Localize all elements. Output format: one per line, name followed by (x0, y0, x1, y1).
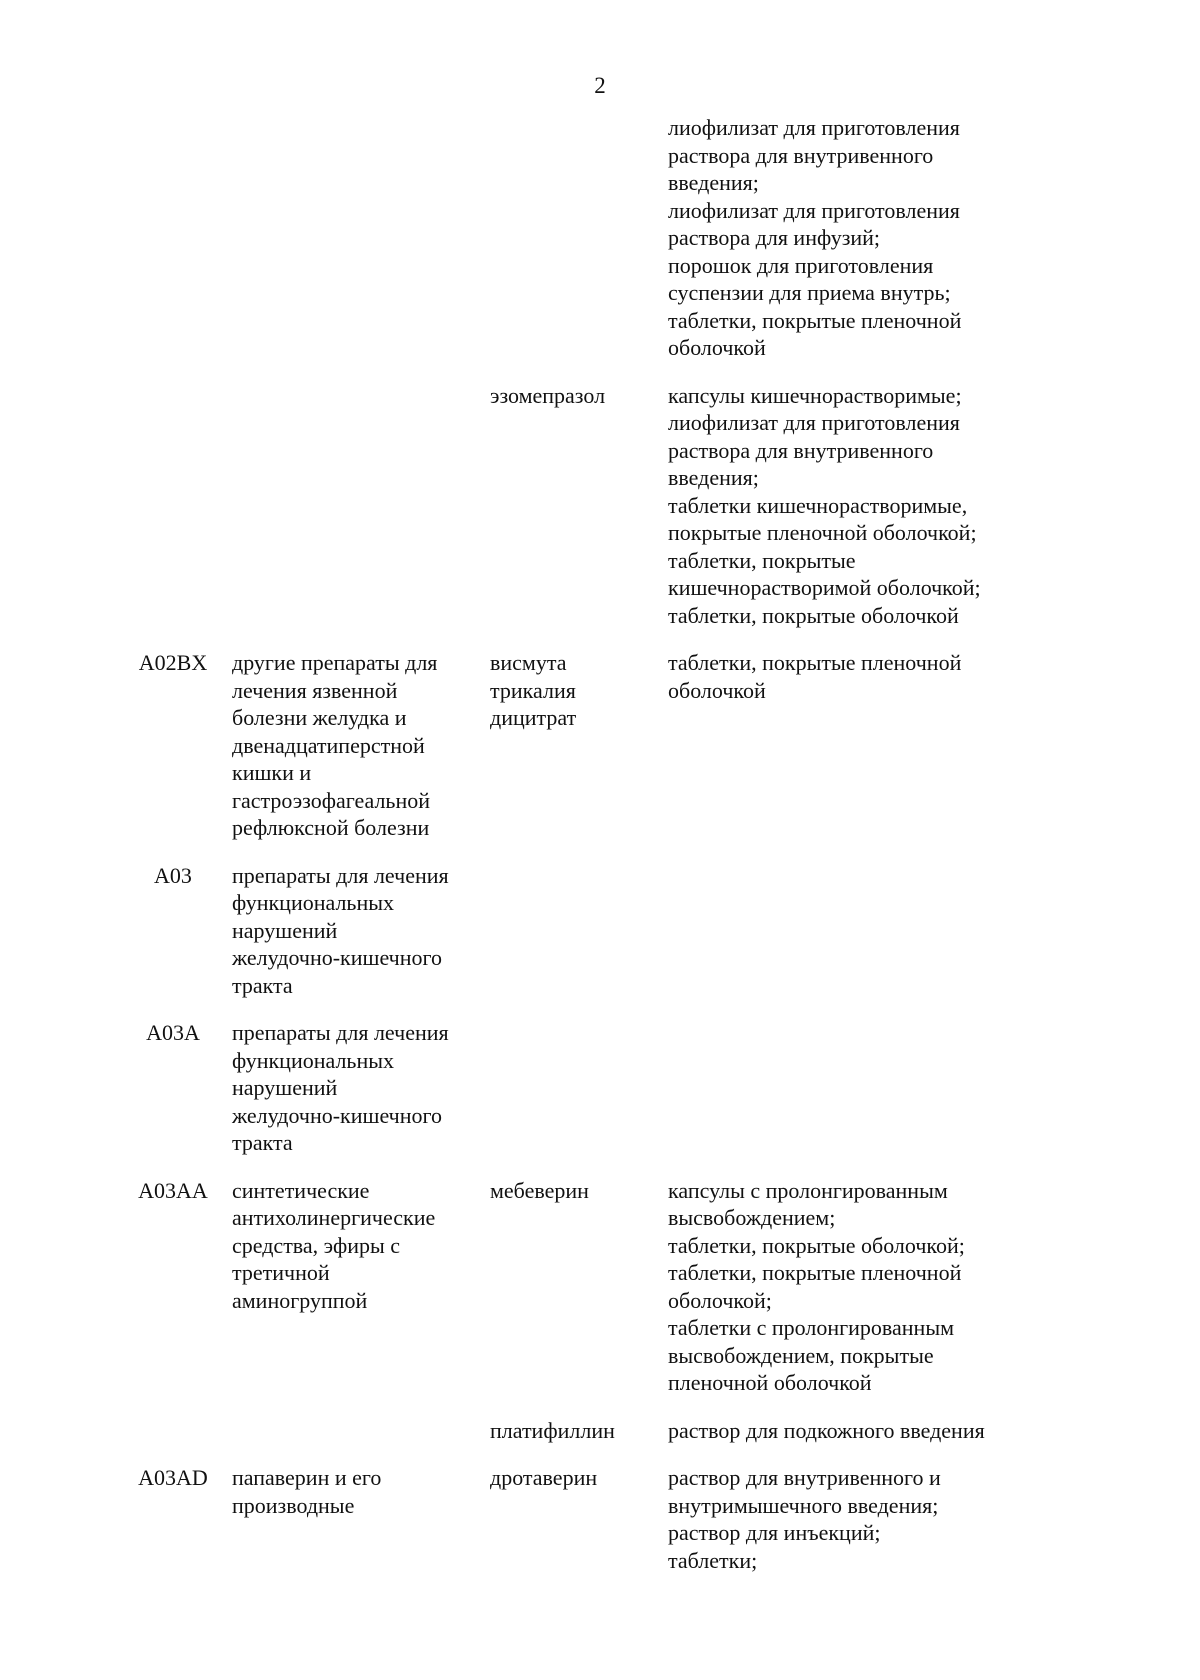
anatomical-therapeutic-group-line: средства, эфиры с (232, 1232, 401, 1258)
atc-code-line: A03 (154, 862, 192, 888)
atc-code (132, 862, 214, 890)
anatomical-therapeutic-group-line: желудочно-кишечного (232, 1102, 442, 1128)
table-row (0, 862, 1200, 1000)
dosage-forms-line: лиофилизат для приготовления (668, 410, 960, 435)
anatomical-therapeutic-group-line: тракта (232, 972, 293, 998)
dosage-forms-line: высвобождением, покрытые (668, 1342, 934, 1368)
dosage-forms-line: капсулы с пролонгированным (668, 1177, 948, 1203)
anatomical-therapeutic-group (232, 1464, 482, 1519)
anatomical-therapeutic-group (232, 649, 482, 842)
atc-code (132, 649, 214, 677)
table-row (0, 1177, 1200, 1397)
dosage-forms (668, 382, 1048, 630)
anatomical-therapeutic-group-line: другие препараты для (232, 650, 438, 675)
dosage-forms-line: таблетки кишечнорастворимые, (668, 492, 968, 518)
anatomical-therapeutic-group-line: гастроэзофагеальной (232, 787, 431, 813)
drug-name-line: платифиллин (490, 1417, 615, 1443)
dosage-forms-line: высвобождением; (668, 1205, 836, 1230)
atc-code (132, 1464, 214, 1492)
row-spacer (668, 1177, 669, 1397)
drug-name-line: дротаверин (490, 1465, 598, 1490)
anatomical-therapeutic-group-line: двенадцатиперстной (232, 732, 425, 758)
dosage-forms (668, 1417, 1048, 1445)
dosage-forms (668, 649, 1048, 704)
anatomical-therapeutic-group-line: аминогруппой (232, 1287, 368, 1313)
anatomical-therapeutic-group-line: препараты для лечения (232, 862, 449, 888)
anatomical-therapeutic-group-line: папаверин и его (232, 1465, 382, 1490)
dosage-forms (668, 862, 1048, 890)
row-spacer (668, 382, 669, 630)
drug-list-table (0, 114, 1200, 1594)
dosage-forms-line: суспензии для приема внутрь; (668, 280, 951, 305)
anatomical-therapeutic-group-line: болезни желудка и (232, 705, 407, 730)
anatomical-therapeutic-group-line: производные (232, 1492, 355, 1518)
row-spacer (668, 862, 669, 1000)
row-spacer (668, 1019, 669, 1157)
drug-name-line: дицитрат (490, 705, 577, 730)
dosage-forms-line: раствора для инфузий; (668, 225, 881, 250)
dosage-forms-line: лиофилизат для приготовления (668, 197, 960, 223)
dosage-forms-line: таблетки; (668, 1547, 758, 1573)
anatomical-therapeutic-group-line: препараты для лечения (232, 1020, 449, 1045)
table-row (0, 1019, 1200, 1157)
drug-name-line: трикалия (490, 677, 576, 703)
anatomical-therapeutic-group-line: тракта (232, 1130, 293, 1155)
table-row (0, 649, 1200, 842)
dosage-forms-line: введения; (668, 465, 759, 490)
drug-name (490, 1177, 655, 1205)
dosage-forms-line: порошок для приготовления (668, 252, 934, 278)
dosage-forms-line: лиофилизат для приготовления (668, 115, 960, 140)
atc-code-line: A02BX (138, 650, 208, 675)
anatomical-therapeutic-group-line: функциональных (232, 1047, 395, 1073)
dosage-forms-line: оболочкой; (668, 1287, 772, 1313)
drug-name (490, 1464, 655, 1492)
row-spacer (668, 114, 669, 362)
drug-name-line: эзомепразол (490, 382, 606, 408)
row-spacer (668, 1417, 669, 1445)
anatomical-therapeutic-group (232, 862, 482, 1000)
table-row (0, 114, 1200, 362)
atc-code (132, 1177, 214, 1205)
anatomical-therapeutic-group-line: лечения язвенной (232, 677, 398, 703)
anatomical-therapeutic-group-line: синтетические (232, 1177, 370, 1203)
drug-name (490, 382, 655, 410)
atc-code-line: A03AD (138, 1465, 208, 1490)
table-row (0, 1417, 1200, 1445)
dosage-forms (668, 1019, 1048, 1047)
dosage-forms-line: введения; (668, 170, 759, 195)
anatomical-therapeutic-group-line: нарушений (232, 917, 338, 943)
drug-name-line: мебеверин (490, 1177, 589, 1203)
anatomical-therapeutic-group-line: кишки и (232, 760, 312, 785)
drug-name-line: висмута (490, 650, 567, 675)
dosage-forms-line: таблетки, покрытые (668, 547, 856, 573)
dosage-forms (668, 114, 1048, 362)
dosage-forms-line: раствор для инъекций; (668, 1520, 881, 1545)
dosage-forms-line: оболочкой (668, 677, 766, 703)
atc-code-line: A03A (146, 1020, 200, 1045)
dosage-forms-line: покрытые пленочной оболочкой; (668, 520, 977, 545)
table-row (0, 382, 1200, 630)
atc-code (132, 1019, 214, 1047)
dosage-forms-line: оболочкой (668, 335, 766, 360)
anatomical-therapeutic-group-line: желудочно-кишечного (232, 945, 442, 970)
dosage-forms-line: таблетки, покрытые пленочной (668, 650, 962, 675)
dosage-forms-line: капсулы кишечнорастворимые; (668, 382, 962, 408)
dosage-forms-line: раствора для внутривенного (668, 142, 934, 168)
dosage-forms-line: внутримышечного введения; (668, 1492, 939, 1518)
dosage-forms-line: таблетки, покрытые пленочной (668, 307, 962, 333)
dosage-forms (668, 1177, 1048, 1397)
anatomical-therapeutic-group (232, 1019, 482, 1157)
drug-name (490, 1417, 655, 1445)
dosage-forms-line: кишечнорастворимой оболочкой; (668, 575, 981, 600)
atc-code-line: A03AA (138, 1177, 208, 1203)
dosage-forms-line: таблетки, покрытые оболочкой (668, 602, 959, 628)
anatomical-therapeutic-group-line: функциональных (232, 890, 395, 915)
dosage-forms-line: раствора для внутривенного (668, 437, 934, 463)
anatomical-therapeutic-group-line: рефлюксной болезни (232, 815, 430, 840)
dosage-forms-line: таблетки, покрытые пленочной (668, 1260, 962, 1285)
dosage-forms-line: раствор для подкожного введения (668, 1417, 985, 1443)
anatomical-therapeutic-group-line: третичной (232, 1260, 330, 1285)
dosage-forms-line: таблетки с пролонгированным (668, 1315, 955, 1340)
row-spacer (668, 649, 669, 842)
anatomical-therapeutic-group-line: антихолинергические (232, 1205, 436, 1230)
page-number: 2 (594, 73, 606, 98)
dosage-forms (668, 1464, 1048, 1574)
dosage-forms-line: раствор для внутривенного и (668, 1465, 941, 1490)
drug-name (490, 649, 655, 732)
table-row (0, 1464, 1200, 1574)
dosage-forms-line: таблетки, покрытые оболочкой; (668, 1232, 965, 1258)
row-spacer (668, 1464, 669, 1574)
anatomical-therapeutic-group-line: нарушений (232, 1075, 338, 1100)
dosage-forms-line: пленочной оболочкой (668, 1370, 872, 1395)
anatomical-therapeutic-group (232, 1177, 482, 1315)
